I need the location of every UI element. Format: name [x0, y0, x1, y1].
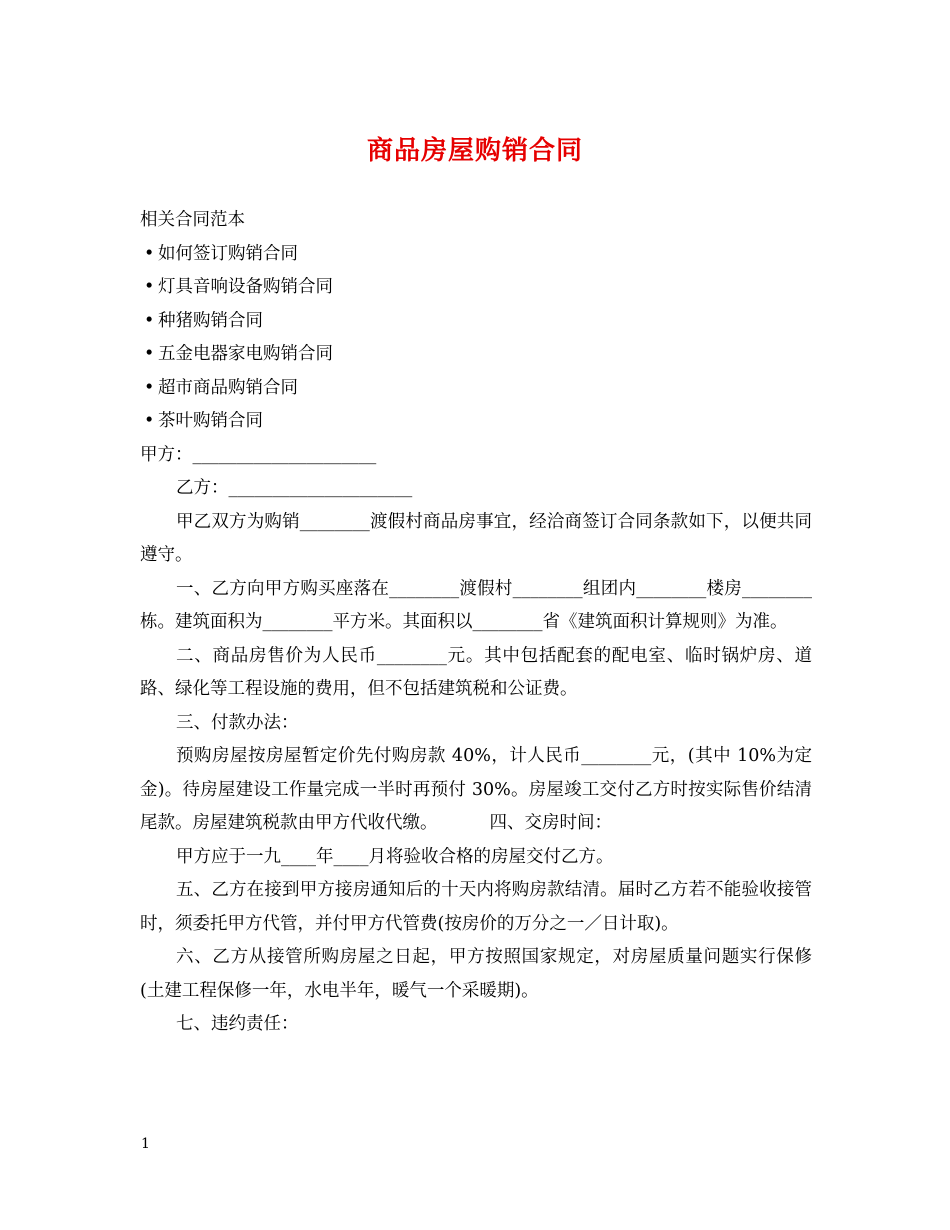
document-title: 商品房屋购销合同 — [366, 136, 583, 166]
clause-5: 五、乙方在接到甲方接房通知后的十天内将购房款结清。届时乙方若不能验收接管时，须委托甲方代管，并付甲方代管费(按房价的万分之一／日计取)。 — [140, 880, 812, 934]
clause-3-heading: 三、付款办法： — [176, 712, 299, 733]
clause-6: 六、乙方从接管所购房屋之日起，甲方按照国家规定，对房屋质量问题实行保修(土建工程保修一年，水电半年，暖气一个采暖期)。 — [140, 947, 812, 1001]
document-body — [140, 204, 812, 1042]
intro-paragraph: 甲乙双方为购销________渡假村商品房事宜，经洽商签订合同条款如下，以便共同遵守。 — [140, 511, 812, 565]
related-template-link[interactable]: • 如何签订购销合同 — [140, 238, 812, 272]
clause-4-heading: 四、交房时间： — [489, 813, 612, 833]
related-template-link[interactable]: • 种猪购销合同 — [140, 305, 812, 339]
bullet-icon: • — [144, 411, 155, 431]
bullet-icon: • — [144, 344, 155, 364]
related-templates-heading: 相关合同范本 — [140, 210, 245, 230]
party-b-line: 乙方：_____________________ — [176, 478, 413, 498]
bullet-icon: • — [144, 277, 155, 297]
page-number: 1 — [141, 1136, 150, 1152]
related-template-link[interactable]: • 五金电器家电购销合同 — [140, 338, 812, 372]
clause-7-heading: 七、违约责任： — [176, 1014, 299, 1034]
related-template-link[interactable]: • 超市商品购销合同 — [140, 372, 812, 406]
related-templates-list — [140, 238, 812, 439]
bullet-icon: • — [144, 243, 155, 264]
clause-1: 一、乙方向甲方购买座落在________渡假村________组团内________楼房________栋。建筑面积为________平方米。其面积以________省《建筑面积计算规则》为准。 — [140, 578, 812, 632]
clause-3-body-text: 预购房屋按房屋暂定价先付购房款 40%，计人民币________元，(其中 10%为定金)。待房屋建设工作量完成一半时再预付 30%。房屋竣工交付乙方时按实际售价结清尾款。房屋建筑税款由甲方代收代缴。 — [140, 746, 812, 833]
related-template-link[interactable]: • 茶叶购销合同 — [140, 405, 812, 439]
clause-3-body — [140, 740, 812, 841]
bullet-icon: • — [144, 377, 155, 398]
clause-4-body: 甲方应于一九____年____月将验收合格的房屋交付乙方。 — [176, 846, 614, 867]
related-template-link[interactable]: • 灯具音响设备购销合同 — [140, 271, 812, 305]
bullet-icon: • — [144, 310, 155, 331]
clause-2: 二、商品房售价为人民币________元。其中包括配套的配电室、临时锅炉房、道路、绿化等工程设施的费用，但不包括建筑税和公证费。 — [140, 645, 812, 699]
party-a-line: 甲方：_____________________ — [140, 444, 377, 465]
